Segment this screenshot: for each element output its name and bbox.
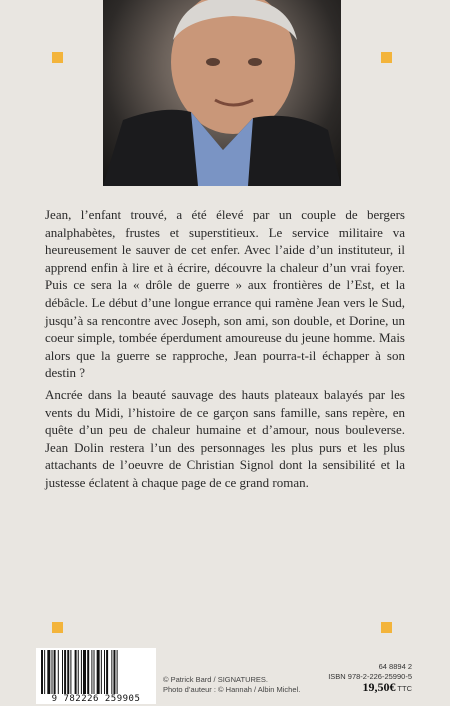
price-block (328, 662, 412, 694)
decorative-square (52, 52, 63, 63)
review-paragraph: Ancrée dans la beauté sauvage des hauts plateaux balayés par les vents du Midi, l’histoire de ce garçon sans famille, sans repère, en quête d’un peu de chaleur humaine et d’amour, nous bouleverse. Jean Dolin restera l’un des personnages les plus purs et les plus attachants de l’oeuvre de Christian Signol dont la sensibilité et la justesse éclatent à chaque page de ce grand roman. (45, 387, 405, 490)
tax-label: TTC (397, 684, 412, 693)
product-code: 64 8894 2 (378, 662, 412, 671)
decorative-square (381, 52, 392, 63)
author-photo (103, 0, 341, 186)
synopsis-paragraph: Jean, l’enfant trouvé, a été élevé par un couple de bergers analphabètes, frustes et superstitieux. Le service militaire va heureusement le sauver de cet enfer. Avec l’aide d’un instituteur, il apprend enfin à lire et à écrire, découvre la chaleur d’un vrai foyer. Puis ce sera la « drôle de guerre » aux frontières de l’Est, et la débâcle. Le début d’une longue errance qui ramène Jean vers le Sud, jusqu’à sa rencontre avec Joseph, son ami, son double, et Dorine, un coeur simple, tombée éperdument amoureuse du jeune homme. Mais alors que la guerre se rapproche, Jean pourra-t-il échapper à son destin ? (45, 207, 405, 381)
barcode-digits: 9 782226 259905 (51, 694, 141, 704)
cover-photo-credit: © Patrick Bard / SIGNATURES. (163, 675, 268, 684)
price-value: 19,50€ (362, 680, 396, 694)
isbn-text: ISBN 978-2-226-25990-5 (328, 672, 412, 681)
decorative-square (381, 622, 392, 633)
decorative-square (52, 622, 63, 633)
photo-credits (163, 675, 300, 695)
author-photo-credit: Photo d’auteur : © Hannah / Albin Michel. (163, 685, 301, 694)
isbn-barcode (36, 648, 156, 704)
